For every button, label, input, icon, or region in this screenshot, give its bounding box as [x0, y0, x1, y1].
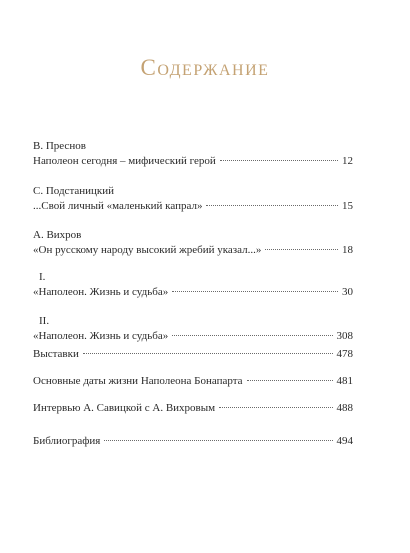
toc-page-number: 30	[342, 286, 353, 298]
toc-page-number: 488	[336, 402, 353, 414]
toc-title: «Наполеон. Жизнь и судьба»	[33, 330, 169, 342]
toc-leader	[219, 407, 332, 408]
toc-line	[33, 285, 353, 300]
toc-leader	[172, 335, 332, 336]
toc-line	[33, 243, 353, 258]
toc-line	[33, 199, 353, 214]
toc-line	[33, 374, 353, 389]
toc-title: Выставки	[33, 348, 79, 360]
toc-page-number: 12	[342, 155, 353, 167]
toc-author: В. Преснов	[33, 140, 86, 152]
toc-entry	[33, 184, 353, 214]
toc-line	[33, 347, 353, 362]
toc-line	[33, 434, 353, 449]
toc-title: «Наполеон. Жизнь и судьба»	[33, 286, 169, 298]
toc-line	[33, 329, 353, 344]
toc-leader	[206, 205, 338, 206]
toc-entry	[33, 434, 353, 449]
toc-leader	[83, 353, 333, 354]
toc-line	[33, 154, 353, 169]
toc-entry	[33, 228, 353, 258]
toc-page-number: 481	[336, 375, 353, 387]
toc-entry	[33, 139, 353, 169]
toc-line	[33, 401, 353, 416]
toc-entry	[33, 374, 353, 389]
toc-title: «Он русскому народу высокий жребий указал...»	[33, 244, 262, 256]
toc-leader	[220, 160, 338, 161]
toc-part-number: II.	[39, 315, 50, 327]
toc-leader	[172, 291, 338, 292]
toc-title: Интервью А. Савицкой с А. Вихровым	[33, 402, 216, 414]
page-title: Содержание	[140, 55, 270, 80]
toc-page-number: 478	[336, 348, 353, 360]
toc-part-number: I.	[39, 271, 46, 283]
toc-leader	[265, 249, 338, 250]
toc-title: ...Свой личный «маленький капрал»	[33, 200, 203, 212]
toc-title: Наполеон сегодня – мифический герой	[33, 155, 216, 167]
toc-author: А. Вихров	[33, 229, 82, 241]
toc-page-number: 15	[342, 200, 353, 212]
toc-page-number: 308	[336, 330, 353, 342]
toc-entry	[33, 347, 353, 362]
toc-entry	[33, 314, 353, 344]
toc-entry	[33, 401, 353, 416]
toc-author: С. Подстаницкий	[33, 185, 115, 197]
toc-leader	[247, 380, 333, 381]
toc-leader	[104, 440, 332, 441]
toc-page-number: 18	[342, 244, 353, 256]
toc-title: Библиография	[33, 435, 101, 447]
toc-title: Основные даты жизни Наполеона Бонапарта	[33, 375, 243, 387]
toc-entry	[33, 270, 353, 300]
toc-page-number: 494	[336, 435, 353, 447]
